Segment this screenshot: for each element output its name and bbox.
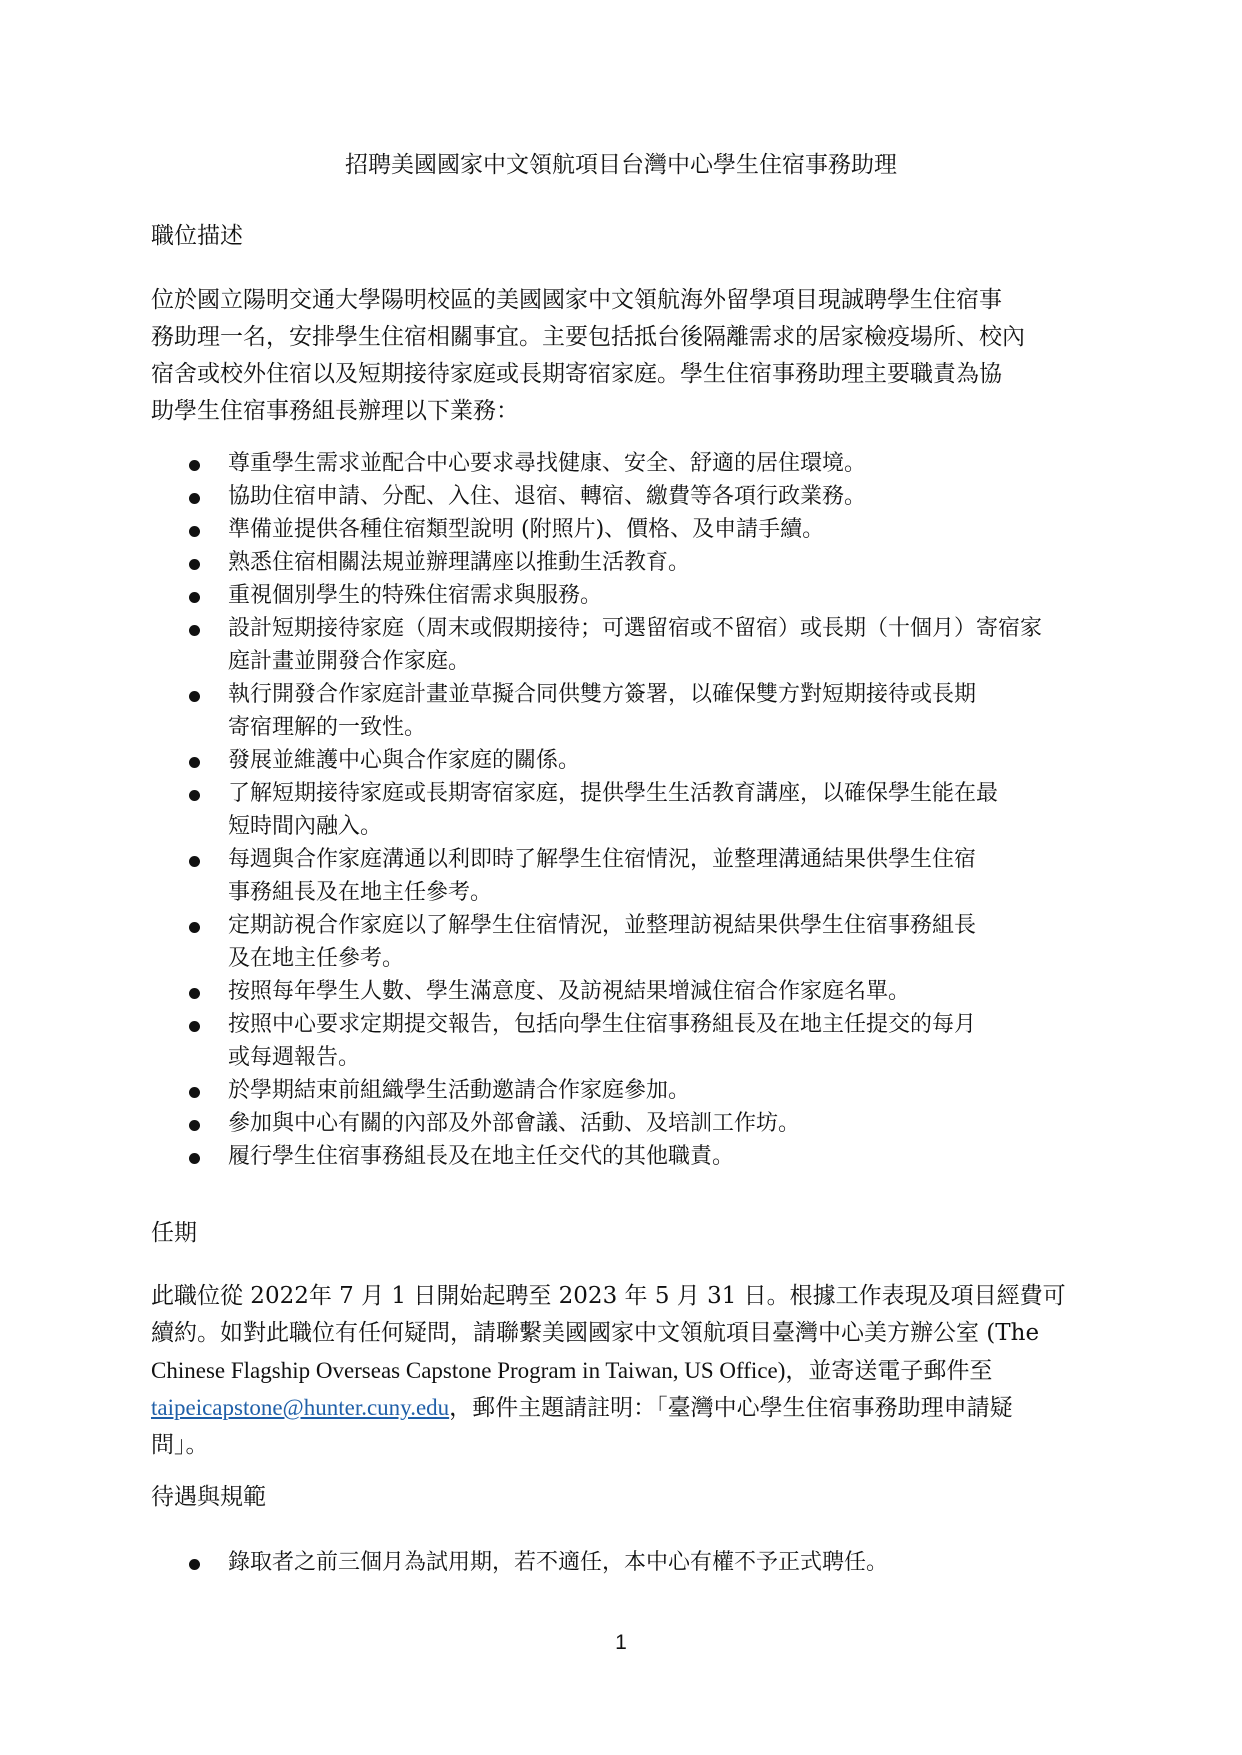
bullet-icon [189,592,200,603]
intro-line: 助學生住宿事務組長辦理以下業務： [151,398,519,424]
term-line: Chinese Flagship Overseas Capstone Program in Taiwan, US Office)，並寄送電子郵件至 [151,1358,993,1383]
intro-line: 務助理一名，安排學生住宿相關事宜。主要包括抵台後隔離需求的居家檢疫場所、校內 [151,324,1025,350]
bullet-icon [189,1153,200,1164]
term-line: 續約。如對此職位有任何疑問，請聯繫美國國家中文領航項目臺灣中心美方辦公室 (The [151,1320,1040,1346]
duty-item: 參加與中心有關的內部及外部會議、活動、及培訓工作坊。 [151,1107,1111,1140]
duty-item: 履行學生住宿事務組長及在地主任交代的其他職責。 [151,1140,1111,1173]
bullet-icon [189,988,200,999]
benefit-item: 錄取者之前三個月為試用期，若不適任，本中心有權不予正式聘任。 [151,1546,1111,1579]
contact-email-link[interactable]: taipeicapstone@hunter.cuny.edu [151,1395,450,1420]
bullet-icon [189,922,200,933]
duty-item: 定期訪視合作家庭以了解學生住宿情況，並整理訪視結果供學生住宿事務組長 及在地主任參考。 [151,909,1111,975]
duty-item: 準備並提供各種住宿類型說明 (附照片)、價格、及申請手續。 [151,513,1111,546]
duty-item: 於學期結束前組織學生活動邀請合作家庭參加。 [151,1074,1111,1107]
duty-item: 按照中心要求定期提交報告，包括向學生住宿事務組長及在地主任提交的每月 或每週報告。 [151,1008,1111,1074]
bullet-icon [189,856,200,867]
bullet-icon [189,1559,200,1570]
bullet-icon [189,460,200,471]
duty-item: 重視個別學生的特殊住宿需求與服務。 [151,579,1111,612]
description-intro [151,282,1093,430]
bullet-icon [189,1120,200,1131]
benefits-list [151,1546,1111,1579]
duty-item: 了解短期接待家庭或長期寄宿家庭，提供學生生活教育講座，以確保學生能在最 短時間內融入。 [151,777,1111,843]
bullet-icon [189,493,200,504]
bullet-icon [189,625,200,636]
duties-list [151,447,1111,1173]
duty-item: 發展並維護中心與合作家庭的關係。 [151,744,1111,777]
bullet-icon [189,691,200,702]
term-line-tail: ，郵件主題請註明：「臺灣中心學生住宿事務助理申請疑 [449,1395,1013,1421]
bullet-icon [189,526,200,537]
term-line [151,1389,1093,1427]
bullet-icon [189,1087,200,1098]
duty-item: 執行開發合作家庭計畫並草擬合同供雙方簽署，以確保雙方對短期接待或長期 寄宿理解的一致性。 [151,678,1111,744]
bullet-icon [189,559,200,570]
bullet-icon [189,1021,200,1032]
section-heading-benefits: 待遇與規範 [151,1484,266,1510]
term-line: 此職位從 2022年 7 月 1 日開始起聘至 2023 年 5 月 31 日。根據工作表現及項目經費可 [151,1283,1066,1309]
section-heading-term: 任期 [151,1220,197,1246]
bullet-icon [189,757,200,768]
duty-item: 熟悉住宿相關法規並辦理講座以推動生活教育。 [151,546,1111,579]
duty-item: 每週與合作家庭溝通以利即時了解學生住宿情況，並整理溝通結果供學生住宿 事務組長及在地主任參考。 [151,843,1111,909]
term-line: 問」。 [151,1432,209,1458]
duty-item: 按照每年學生人數、學生滿意度、及訪視結果增減住宿合作家庭名單。 [151,975,1111,1008]
section-heading-description: 職位描述 [151,223,243,249]
term-paragraph [151,1278,1093,1464]
page-number: 1 [615,1631,627,1654]
duty-item: 設計短期接待家庭（周末或假期接待；可選留宿或不留宿）或長期（十個月）寄宿家 庭計畫並開發合作家庭。 [151,612,1111,678]
document-title: 招聘美國國家中文領航項目台灣中心學生住宿事務助理 [345,152,897,178]
intro-line: 宿舍或校外住宿以及短期接待家庭或長期寄宿家庭。學生住宿事務助理主要職責為協 [151,361,1002,387]
intro-line: 位於國立陽明交通大學陽明校區的美國國家中文領航海外留學項目現誠聘學生住宿事 [151,287,1002,313]
bullet-icon [189,790,200,801]
duty-item: 協助住宿申請、分配、入住、退宿、轉宿、繳費等各項行政業務。 [151,480,1111,513]
duty-item: 尊重學生需求並配合中心要求尋找健康、安全、舒適的居住環境。 [151,447,1111,480]
